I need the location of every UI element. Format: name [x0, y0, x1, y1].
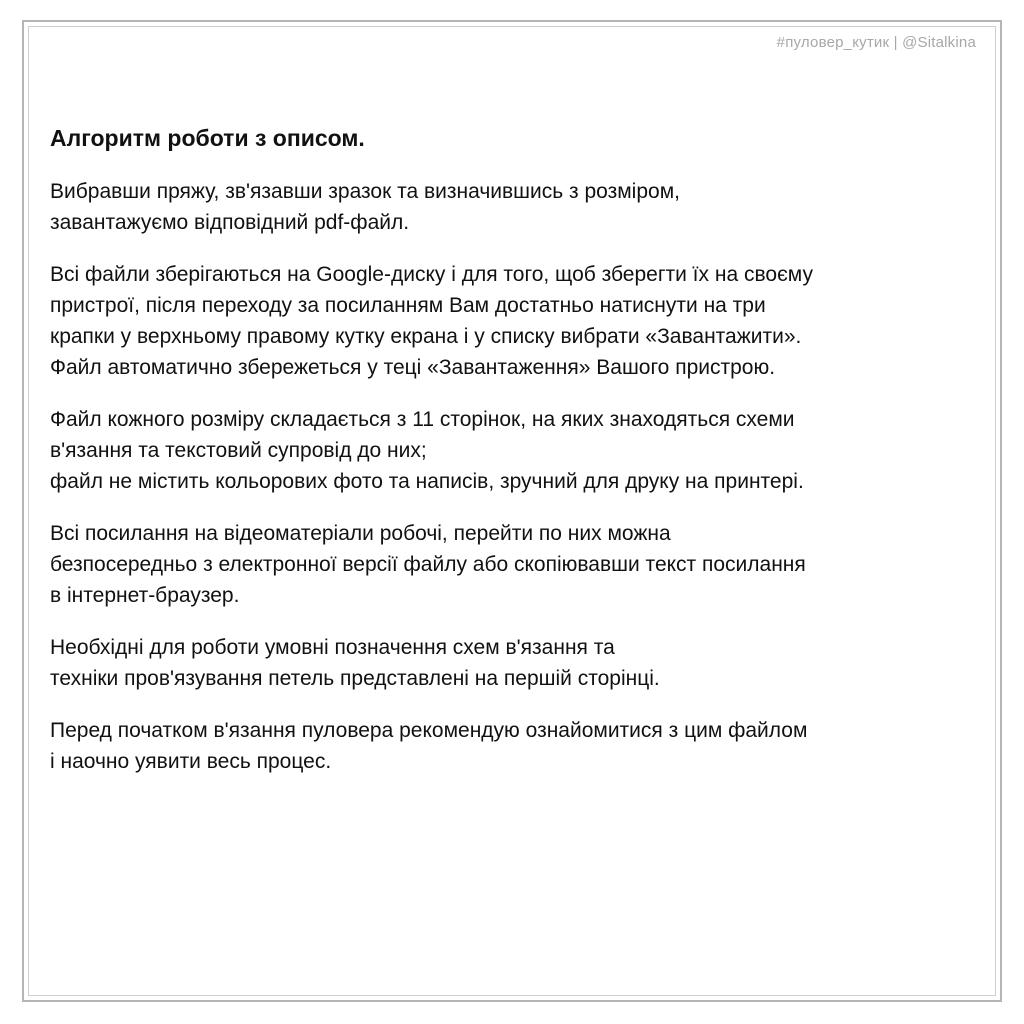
paragraph-video-links: Всі посилання на відеоматеріали робочі, перейти по них можна безпосередньо з електронної версії файлу або скопіювавши текст посилання в інтернет-браузер.: [50, 522, 806, 607]
document-title: Алгоритм роботи з описом.: [50, 125, 365, 151]
paragraph-legend: Необхідні для роботи умовні позначення схем в'язання та техніки пров'язування петель представлені на першій сторінці.: [50, 636, 660, 690]
hashtag-author-label: #пуловер_кутик | @Sitalkina: [776, 34, 976, 51]
paragraph-download: Вибравши пряжу, зв'язавши зразок та визначившись з розміром, завантажуємо відповідний pdf-файл.: [50, 180, 680, 234]
paragraph-google-drive: Всі файли зберігаються на Google-диску і для того, щоб зберегти їх на своєму пристрої, після переходу за посиланням Вам достатньо натиснути на три крапки у верхньому правому кутку екрана і у списку вибрати «Завантажити». Файл автоматично збережеться у теці «Завантаження» Вашого пристрою.: [50, 263, 813, 379]
paragraph-file-contents: Файл кожного розміру складається з 11 сторінок, на яких знаходяться схеми в'язання та текстовий супровід до них; файл не містить кольорових фото та написів, зручний для друку на принтері.: [50, 408, 804, 493]
paragraph-before-start: Перед початком в'язання пуловера рекомендую ознайомитися з цим файлом і наочно уявити весь процес.: [50, 719, 808, 773]
document-body: [50, 122, 970, 798]
